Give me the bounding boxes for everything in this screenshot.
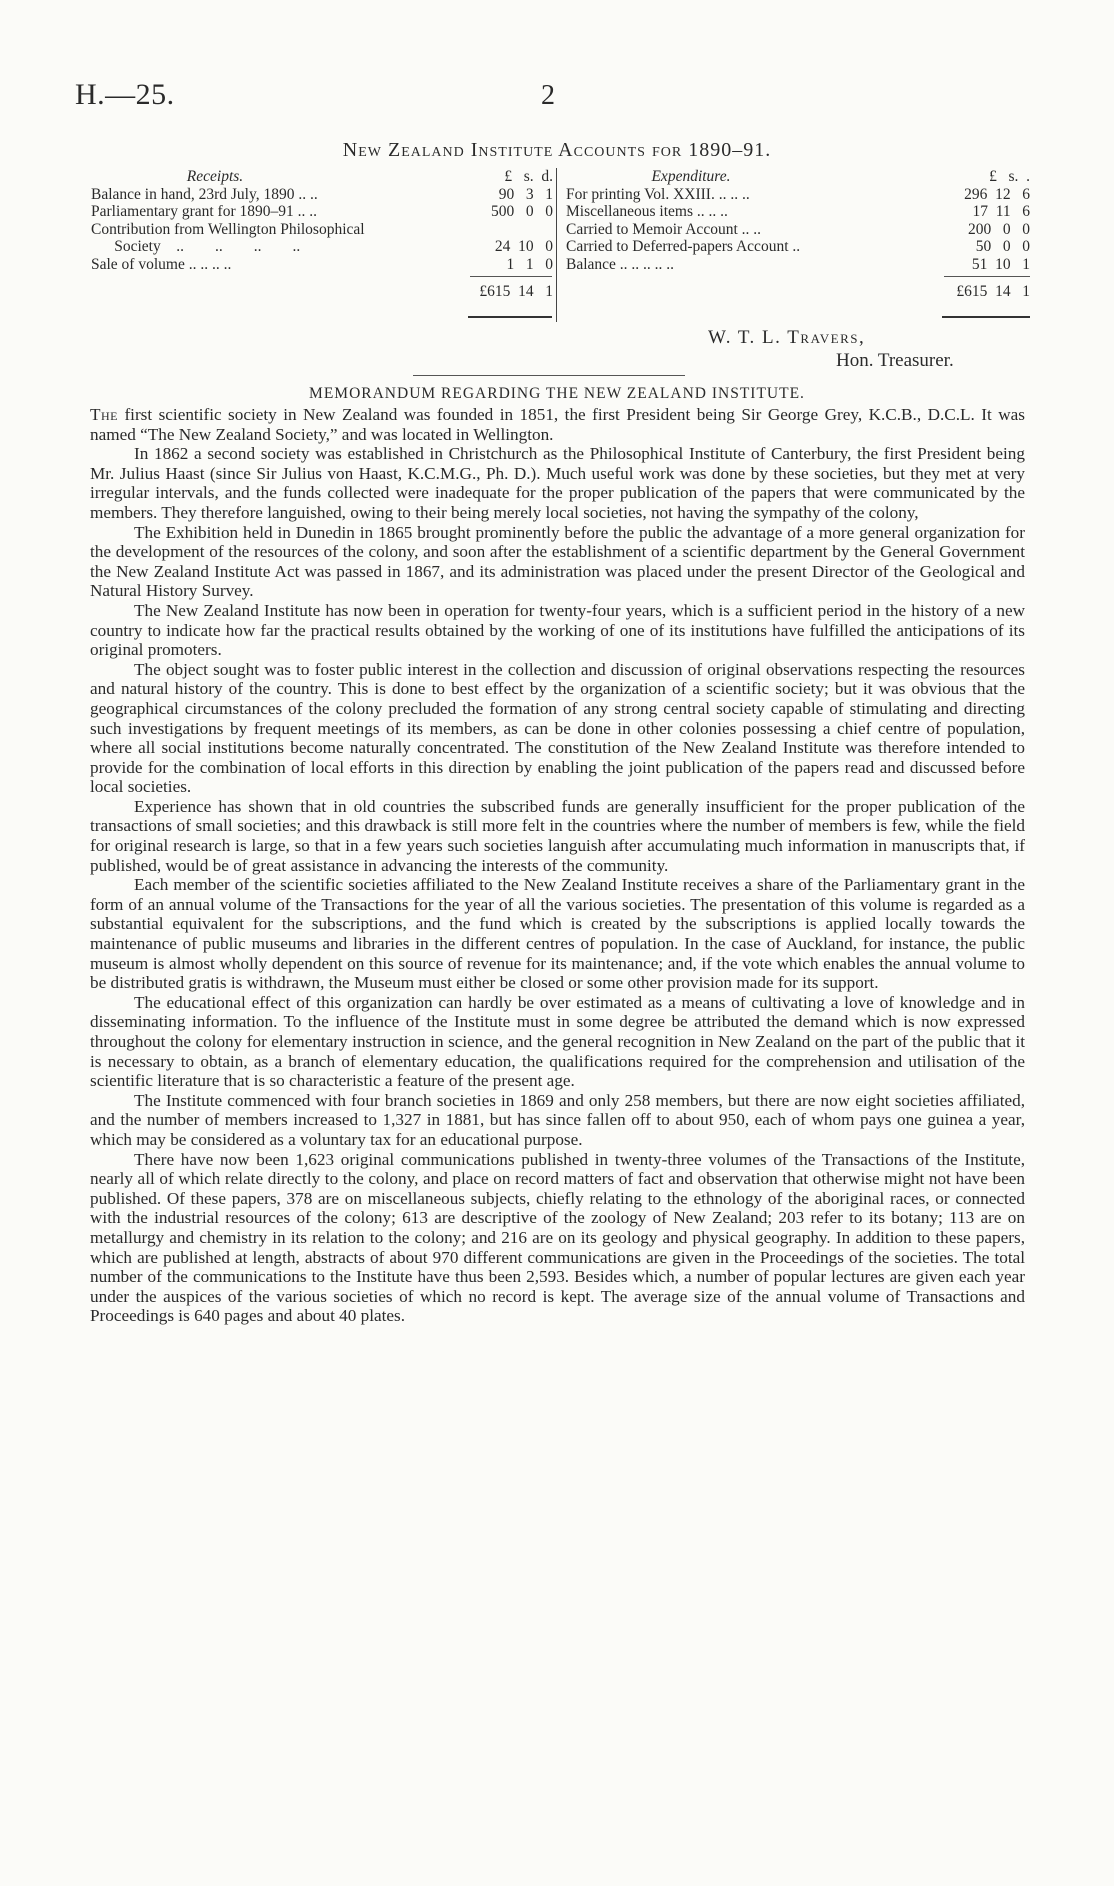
receipt-row xyxy=(91,186,553,204)
receipt-amount: 1 1 0 xyxy=(506,255,553,273)
report-reference: H.—25. xyxy=(75,78,175,111)
memo-paragraph: Each member of the scientific societies affiliated to the New Zealand Institute receives a share of the Parliamentary grant in the form of an annual volume of the Transactions for the year of all the various societies. The presentation of this volume is regarded as a substantial equivalent for the subscriptions, and the fund which is created by the subscriptions is applied locally towards the maintenance of public museums and libraries in the different centres of population. In the case of Auckland, for instance, the public museum is almost wholly dependent on this source of revenue for its maintenance; and, if the vote which enables the annual volume to be distributed gratis is withdrawn, the Museum must either be closed or some other provision made for its support. xyxy=(90,875,1025,993)
memo-paragraph: The Exhibition held in Dunedin in 1865 brought prominently before the public the advantage of a more general organization for the development of the resources of the colony, and soon after the establishment of a scientific department by the General Government the New Zealand Institute Act was passed in 1867, and its administration was placed under the present Director of the Geological and Natural History Survey. xyxy=(90,522,1025,601)
treasurer-signature xyxy=(708,326,954,372)
receipts-total-row xyxy=(91,283,553,301)
receipts-total-rule xyxy=(468,316,552,318)
memo-title: MEMORANDUM REGARDING THE NEW ZEALAND INSTITUTE. xyxy=(309,385,805,402)
expenditure-row xyxy=(566,238,1030,256)
expenditure-amount: 51 10 1 xyxy=(971,255,1030,273)
expenditure-column xyxy=(566,168,1030,301)
expenditure-header-row xyxy=(566,168,1030,186)
expenditure-total-row xyxy=(566,283,1030,301)
expenditure-row xyxy=(566,221,1030,239)
receipt-amount: 500 0 0 xyxy=(491,203,553,220)
expenditure-heading: Expenditure. xyxy=(651,168,731,185)
section-divider xyxy=(413,375,685,376)
expenditure-label: For printing Vol. XXIII. .. .. .. xyxy=(566,185,750,203)
memo-paragraph: The educational effect of this organization can hardly be over estimated as a means of cultivating a love of knowledge and in disseminating information. To the influence of the Institute must in some degree be attributed the demand which is now expressed throughout the colony for elementary instruction in science, and the general recognition in New Zealand on the part of the public that it is necessary to obtain, as a branch of elementary education, the qualifications required for the comprehension and utilisation of the scientific literature that is so characteristic a feature of the present age. xyxy=(90,992,1025,1091)
treasurer-role: Hon. Treasurer. xyxy=(836,350,954,371)
lead-word: The xyxy=(90,405,118,424)
receipt-amount: 24 10 0 xyxy=(494,238,553,255)
receipts-heading: Receipts. xyxy=(186,168,244,185)
receipt-amount xyxy=(449,221,553,239)
receipts-currency-header: £ s. d. xyxy=(504,168,553,185)
receipt-row xyxy=(91,238,553,256)
expenditure-row xyxy=(566,186,1030,204)
expenditure-total: £615 14 1 xyxy=(956,283,1030,300)
receipt-label: Parliamentary grant for 1890–91 .. .. xyxy=(91,203,317,220)
memo-body xyxy=(90,405,1025,1326)
receipt-label: Contribution from Wellington Philosophical xyxy=(91,220,365,238)
expenditure-sum-rule xyxy=(944,276,1030,277)
receipt-row xyxy=(91,256,553,274)
receipt-amount: 90 3 1 xyxy=(498,185,553,203)
expenditure-total-rule xyxy=(942,316,1030,318)
receipt-row xyxy=(91,221,553,239)
expenditure-amount: 200 0 0 xyxy=(968,220,1030,238)
receipt-label: Society .. .. .. .. xyxy=(91,238,301,255)
memo-paragraph: The object sought was to foster public interest in the collection and discussion of original observations respecting the resources and natural history of the country. This is done to best effect by the organization of a scientific society; but it was obvious that the geographical circumstances of the colony precluded the formation of any strong central society capable of stimulating and directing such investigations by frequent meetings of its members, as can be done in other colonies possessing a chief centre of population, where all social institutions become naturally concentrated. The constitution of the New Zealand Institute was therefore intended to provide for the combination of local efforts in this direction by enabling the joint publication of the papers read and discussed before local societies. xyxy=(90,659,1025,797)
memo-paragraph: The New Zealand Institute has now been in operation for twenty-four years, which is a sufficient period in the history of a new country to indicate how far the practical results obtained by the working of one of its institutions have fulfilled the anticipations of its original promoters. xyxy=(90,600,1025,660)
receipts-total: £615 14 1 xyxy=(479,283,553,300)
expenditure-label: Miscellaneous items .. .. .. xyxy=(566,203,728,220)
expenditure-row xyxy=(566,256,1030,274)
receipt-label: Balance in hand, 23rd July, 1890 .. .. xyxy=(91,185,318,203)
column-divider xyxy=(556,168,557,322)
memo-paragraph: There have now been 1,623 original communications published in twenty-three volumes of the Transactions of the Institute, nearly all of which relate directly to the colony, and place on record matters of fact and observation that otherwise might not have been published. Of these papers, 378 are on miscellaneous subjects, chiefly relating to the ethnology of the aboriginal races, or connected with the industrial resources of the colony; 613 are descriptive of the zoology of New Zealand; 203 refer to its botany; 113 are on metallurgy and chemistry in its relation to the colony; and 216 are on its geology and physical geography. In addition to these papers, which are published at length, abstracts of about 970 different communications are given in the Proceedings of the societies. The total number of the communications to the Institute have thus been 2,593. Besides which, a number of popular lectures are given each year under the auspices of the various societies of which no record is kept. The average size of the annual volume of Transactions and Proceedings is 640 pages and about 40 plates. xyxy=(90,1149,1025,1326)
expenditure-amount: 50 0 0 xyxy=(975,238,1030,255)
page-number: 2 xyxy=(541,80,555,111)
receipt-row xyxy=(91,203,553,221)
expenditure-label: Balance .. .. .. .. .. xyxy=(566,255,675,273)
accounts-title: New Zealand Institute Accounts for 1890–91. xyxy=(342,139,772,161)
memo-paragraph: Experience has shown that in old countries the subscribed funds are generally insufficient for the proper publication of the transactions of small societies; and this drawback is still more felt in the countries where the number of members is few, while the field for original research is large, so that in a few years such societies languish after accumulating much information in manuscripts that, if published, would be of great assistance in advancing the interests of the community. xyxy=(90,796,1025,875)
memo-paragraph: The Institute commenced with four branch societies in 1869 and only 258 members, but there are now eight societies affiliated, and the number of members increased to 1,327 in 1881, but has since fallen off to about 950, each of whom pays one guinea a year, which may be considered as a voluntary tax for an educational purpose. xyxy=(90,1090,1025,1149)
receipts-column xyxy=(91,168,553,301)
expenditure-currency-header: £ s. . xyxy=(989,168,1030,185)
expenditure-amount: 296 12 6 xyxy=(964,185,1030,203)
expenditure-amount: 17 11 6 xyxy=(972,203,1030,220)
expenditure-label: Carried to Memoir Account .. .. xyxy=(566,220,761,238)
expenditure-label: Carried to Deferred-papers Account .. xyxy=(566,238,801,255)
receipt-label: Sale of volume .. .. .. .. xyxy=(91,255,232,273)
treasurer-name: W. T. L. Travers, xyxy=(708,327,866,348)
memo-paragraph: In 1862 a second society was established in Christchurch as the Philosophical Institute of Canterbury, the first President being Mr. Julius Haast (since Sir Julius von Haast, K.C.M.G., Ph. D.). Much useful work was done by these societies, but they met at very irregular intervals, and the funds collected were inadequate for the proper publication of the papers that were communicated by the members. They therefore languished, owing to their being merely local societies, not having the sympathy of the colony, xyxy=(90,444,1025,522)
receipts-sum-rule xyxy=(470,276,552,277)
memo-paragraph: The first scientific society in New Zealand was founded in 1851, the first President being Sir George Grey, K.C.B., D.C.L. It was named “The New Zealand Society,” and was located in Wellington. xyxy=(90,405,1025,444)
expenditure-row xyxy=(566,203,1030,221)
receipts-header-row xyxy=(91,168,553,186)
